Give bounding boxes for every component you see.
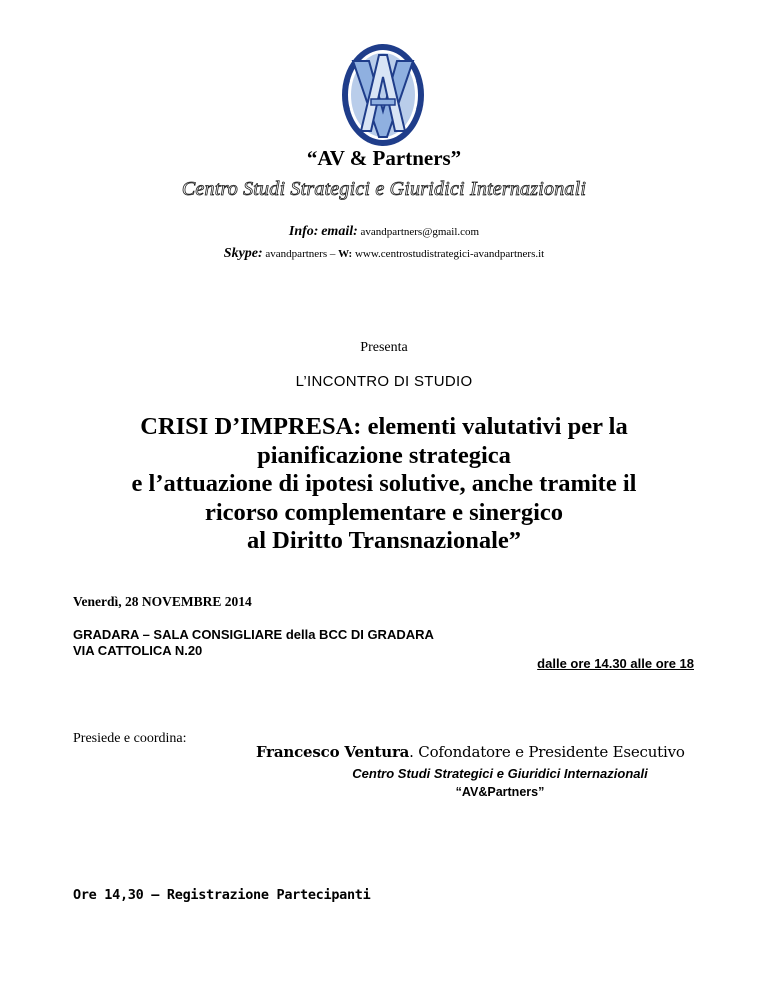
title-line: e l’attuazione di ipotesi solutive, anche tramite il [131,470,637,497]
skype-handle: avandpartners [265,248,328,260]
chair-organization-short: “AV&Partners” [455,785,545,799]
title-line: CRISI D’IMPRESA: elementi valutativi per la [140,413,628,440]
chair-label: Presiede e coordina: [73,731,187,746]
org-name: “AV & Partners” [306,146,462,170]
chair-line [256,743,685,761]
website-link[interactable]: www.centrostudistrategici-avandpartners.it [354,248,545,260]
program-first-item: Ore 14,30 – Registrazione Partecipanti [73,887,371,903]
title-line: al Diritto Transnazionale” [246,527,522,554]
email-link[interactable]: avandpartners@gmail.com [360,226,480,238]
email-label: email: [321,224,358,239]
chair-role: . Cofondatore e Presidente Esecutivo [409,743,685,761]
chair-organization: Centro Studi Strategici e Giuridici Internazionali [352,766,648,781]
org-subtitle: Centro Studi Strategici e Giuridici Internazionali [181,178,587,200]
chair-name: Francesco Ventura [256,743,410,761]
event-title [30,413,738,556]
event-address: VIA CATTOLICA N.20 [73,643,203,658]
event-date: Venerdì, 28 NOVEMBRE 2014 [73,594,252,609]
web-separator: – [327,248,339,260]
event-time-range: dalle ore 14.30 alle ore 18 [537,656,694,671]
web-label: W: [338,248,353,260]
title-line: pianificazione strategica [257,441,511,469]
skype-web-line [0,246,768,262]
event-type: L’INCONTRO DI STUDIO [295,373,473,390]
skype-label: Skype: [223,246,263,261]
title-line: ricorso complementare e sinergico [204,498,564,526]
event-venue: GRADARA – SALA CONSIGLIARE della BCC DI GRADARA [73,627,434,642]
av-monogram-logo-icon [339,41,427,149]
email-line [0,224,768,240]
presenta-text: Presenta [360,340,408,355]
info-label: Info: [288,224,319,239]
